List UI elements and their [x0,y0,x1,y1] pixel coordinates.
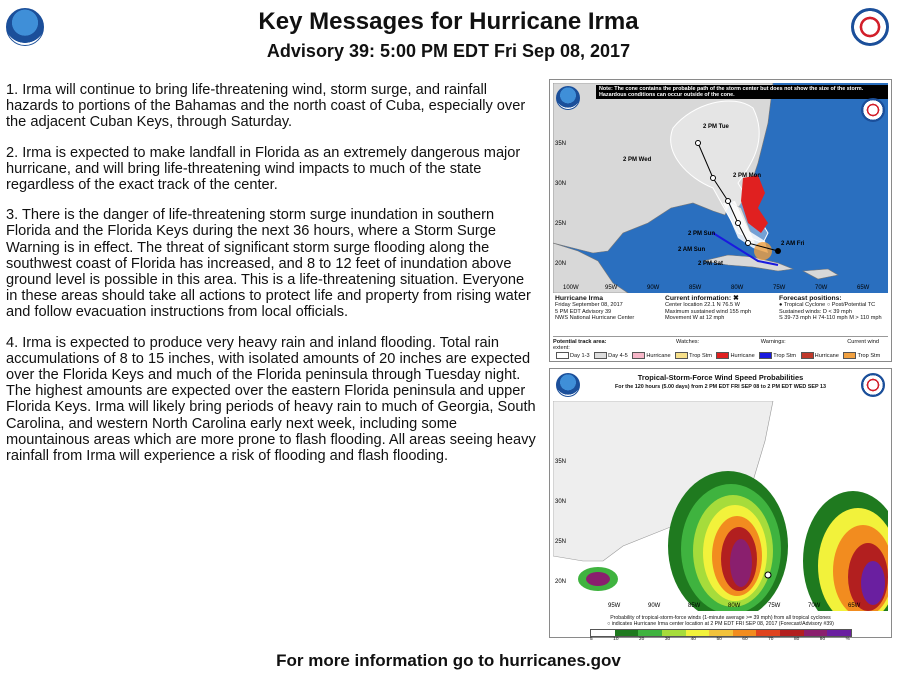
advisory-subtitle: Advisory 39: 5:00 PM EDT Fri Sep 08, 2017 [266,41,631,61]
swatch-hurricane-watch [632,352,645,359]
prob-zone-90 [730,539,752,587]
lon-70w: 70W [815,285,828,291]
forecast-tc: Tropical Cyclone [783,302,826,309]
prob-footnote [554,615,887,627]
prob-lon-65w: 65W [848,603,861,609]
label-2pm-sun: 2 PM Sun [688,231,716,237]
scale-label-8: 80 [793,637,800,642]
legend-day45: Day 4-5 [608,352,628,359]
track-point-mon [726,199,731,204]
key-message-1: 1. Irma will continue to bring life-threatening wind, storm surge, and rainfall hazards to portions of the Bahamas and the north coast of Cuba, especially over the adjacent Cuban Keys, through Saturday. [6,82,526,131]
lon-75w: 75W [773,285,786,291]
scale-label-7: 70 [768,637,774,642]
nws-small-logo-icon [861,98,885,122]
scale-label-6: 60 [742,637,748,642]
key-message-2: 2. Irma is expected to make landfall in Florida as an extremely dangerous major hurricane, and will bring life-threatening wind impacts to much of the state regardless of the exact track of the center. [6,144,521,194]
scale-swatch-1 [615,630,639,636]
scale-swatch-8 [780,630,804,636]
prob-lon-95w: 95W [608,603,621,609]
swatch-hurricane-extent [801,352,814,359]
wind-probability-panel [549,368,892,642]
storm-advisory: 5 PM EDT Advisory 39 [555,308,612,315]
prob-map-graphic [553,401,888,611]
key-message-4: 4. Irma is expected to produce very heavy rain and inland flooding. Total rain accumulations of 8 to 15 inches, with isolated amounts of 20 inches are expected over the Florida Keys and much of the Florida peninsula through Tuesday night. The highest amounts are expected over the eastern Florida peninsula and upper Florida Keys. Irma will likely bring periods of heavy rain to much of Georgia, South Carolina, and western North Carolina early next week, including some mountainous areas which are more prone to flash flooding. All areas seeing heavy rainfall from Irma will experience a risk of flooding and flash flooding. [6,334,536,465]
prob-lat-30n: 30N [555,499,567,505]
scale-label-2: 20 [638,637,645,642]
forecast-sustained: Sustained winds: [779,308,822,315]
label-2pm-wed: 2 PM Wed [623,157,652,163]
legend-hurricane-watch: Hurricane [646,352,671,359]
forecast-info: Forecast positions: ● Tropical Cyclone ○ Post/Potential TC Sustained winds: D < 39 mph S 39-73 mph H 74-110 mph M > 110 mph [779,295,882,322]
current-movement: Movement W at 12 mph [665,315,725,322]
storm-name: Hurricane Irma [555,295,603,302]
prob-lon-85w: 85W [688,603,701,609]
forecast-title: Forecast positions: [779,295,842,302]
scale-swatch-10 [827,630,851,636]
storm-current-position [775,248,781,254]
swatch-day45 [594,352,607,359]
wind-extent [754,242,772,260]
lat-30n: 30N [555,181,567,187]
prob-lon-70w: 70W [808,603,821,609]
scale-label-5: 50 [716,637,722,642]
cone-map-graphic [553,83,888,293]
cone-legend [553,336,888,359]
lon-100w: 100W [563,285,579,291]
label-2am-sun: 2 AM Sun [678,247,706,253]
prob-lon-90w: 90W [648,603,661,609]
legend-extent: Current wind extent: [553,339,879,352]
scale-swatch-3 [662,630,686,636]
lon-80w: 80W [731,285,744,291]
forecast-s: S 39-73 mph [779,315,812,322]
scale-swatch-0 [591,630,615,636]
scale-label-4: 40 [690,637,696,642]
track-point-sun [736,221,741,226]
swatch-hurricane-warning [716,352,729,359]
lon-65w: 65W [857,285,870,291]
lon-95w: 95W [605,285,618,291]
swatch-trop-warning [759,352,772,359]
key-message-3: 3. There is the danger of life-threatening storm surge inundation in southern Florida and the Florida Keys during the next 36 hours, where a Storm Surge Warning is in effect. The threat of significant storm surge flooding along the southwest coast of Florida has increased, and 8 to 12 feet of inundation above ground level is possible in this area. This is a life-threatening situation. Everyone in these areas should take all actions to protect life and property from rising water and follow evacuation instructions from local officials. [6,207,531,321]
storm-date: Friday September 08, 2017 [555,302,623,309]
scale-label-3: 30 [664,637,671,642]
legend-day13: Day 1-3 [570,352,590,359]
current-location: Center location 22.1 N 76.5 W [665,302,740,309]
legend-track: Potential track area: [553,339,607,345]
noaa-small-logo-icon [556,86,580,110]
prob-title: Tropical-Storm-Force Wind Speed Probabilities [637,373,804,382]
lat-25n: 25N [555,221,567,227]
prob-zone-gulf-core [586,572,610,586]
lon-85w: 85W [689,285,702,291]
label-2pm-sat: 2 PM Sat [698,261,724,267]
scale-swatch-7 [756,630,780,636]
current-winds: Maximum sustained wind 155 mph [665,308,752,315]
scale-swatch-9 [804,630,828,636]
scale-swatch-6 [733,630,757,636]
forecast-m: M > 110 mph [849,315,882,322]
current-title: Current information: ✖ [665,295,739,302]
lat-35n: 35N [555,141,567,147]
forecast-post: Post/Potential TC [831,302,876,309]
noaa-small-logo-icon-2 [556,373,580,397]
legend-watches: Watches: [676,339,700,345]
legend-line-1 [553,337,888,352]
cone-info-block [553,294,888,358]
forecast-d: D < 39 mph [822,308,852,315]
swatch-trop-watch [675,352,688,359]
track-point-wed [711,176,716,181]
track-point-sat [746,241,751,246]
legend-trop-warning: Trop Stm [773,352,797,359]
legend-line-2 [553,352,888,359]
label-2am-fri: 2 AM Fri [781,241,805,247]
cone-map [553,83,888,293]
prob-color-scale [590,629,852,637]
swatch-day13 [556,352,569,359]
track-point-tue [696,141,701,146]
scale-swatch-5 [709,630,733,636]
storm-center: NWS National Hurricane Center [555,315,635,322]
cone-note: Note: The cone contains the probable path of the storm center but does not show the size of the storm. Hazardous conditions can occur outside of the cone. [596,85,888,99]
legend-hurricane-extent: Hurricane [814,352,839,359]
scale-label-9: 90 [819,637,826,642]
lon-90w: 90W [647,285,660,291]
legend-trop-extent: Trop Stm [857,352,881,359]
prob-map [553,401,888,611]
label-2pm-tue: 2 PM Tue [703,124,729,130]
prob-lon-75w: 75W [768,603,781,609]
page-title: Key Messages for Hurricane Irma [258,8,639,35]
scale-label-0: 5 [590,637,593,642]
irma-center-marker [765,572,771,578]
lat-20n: 20N [555,261,567,267]
prob-lat-25n: 25N [555,539,567,545]
swatch-trop-extent [843,352,856,359]
prob-subtitle: For the 120 hours (5.00 days) from 2 PM EDT FRI SEP 08 to 2 PM EDT WED SEP 13 [615,384,826,390]
scale-label-1: 10 [613,637,619,642]
key-messages [6,82,538,478]
scale-swatch-2 [638,630,662,636]
scale-label-10: % [845,637,850,642]
nws-small-logo-icon-2 [861,373,885,397]
prob-zone-east-90 [861,561,885,605]
prob-lat-20n: 20N [555,579,567,585]
current-info [665,296,775,322]
cone-map-panel [549,79,892,362]
forecast-h: H 74-110 mph [812,315,848,322]
prob-footnote-1: Probability of tropical-storm-force winds (1-minute average >= 39 mph) from all tropical cyclones [610,615,831,621]
legend-hurricane-warning: Hurricane [730,352,755,359]
prob-scale-labels [590,637,850,642]
footer-link-text: For more information go to hurricanes.gov [276,651,621,670]
scale-swatch-4 [686,630,710,636]
storm-info [555,296,663,322]
label-2pm-mon: 2 PM Mon [733,173,761,179]
prob-lat-35n: 35N [555,459,567,465]
legend-trop-watch: Trop Stm [689,352,712,359]
prob-lon-80w: 80W [728,603,741,609]
prob-footnote-2: ○ indicates Hurricane Irma center location at 2 PM EDT FRI SEP 08, 2017 (Forecast/Advisory #39) [607,621,834,627]
legend-warnings: Warnings: [760,339,786,345]
